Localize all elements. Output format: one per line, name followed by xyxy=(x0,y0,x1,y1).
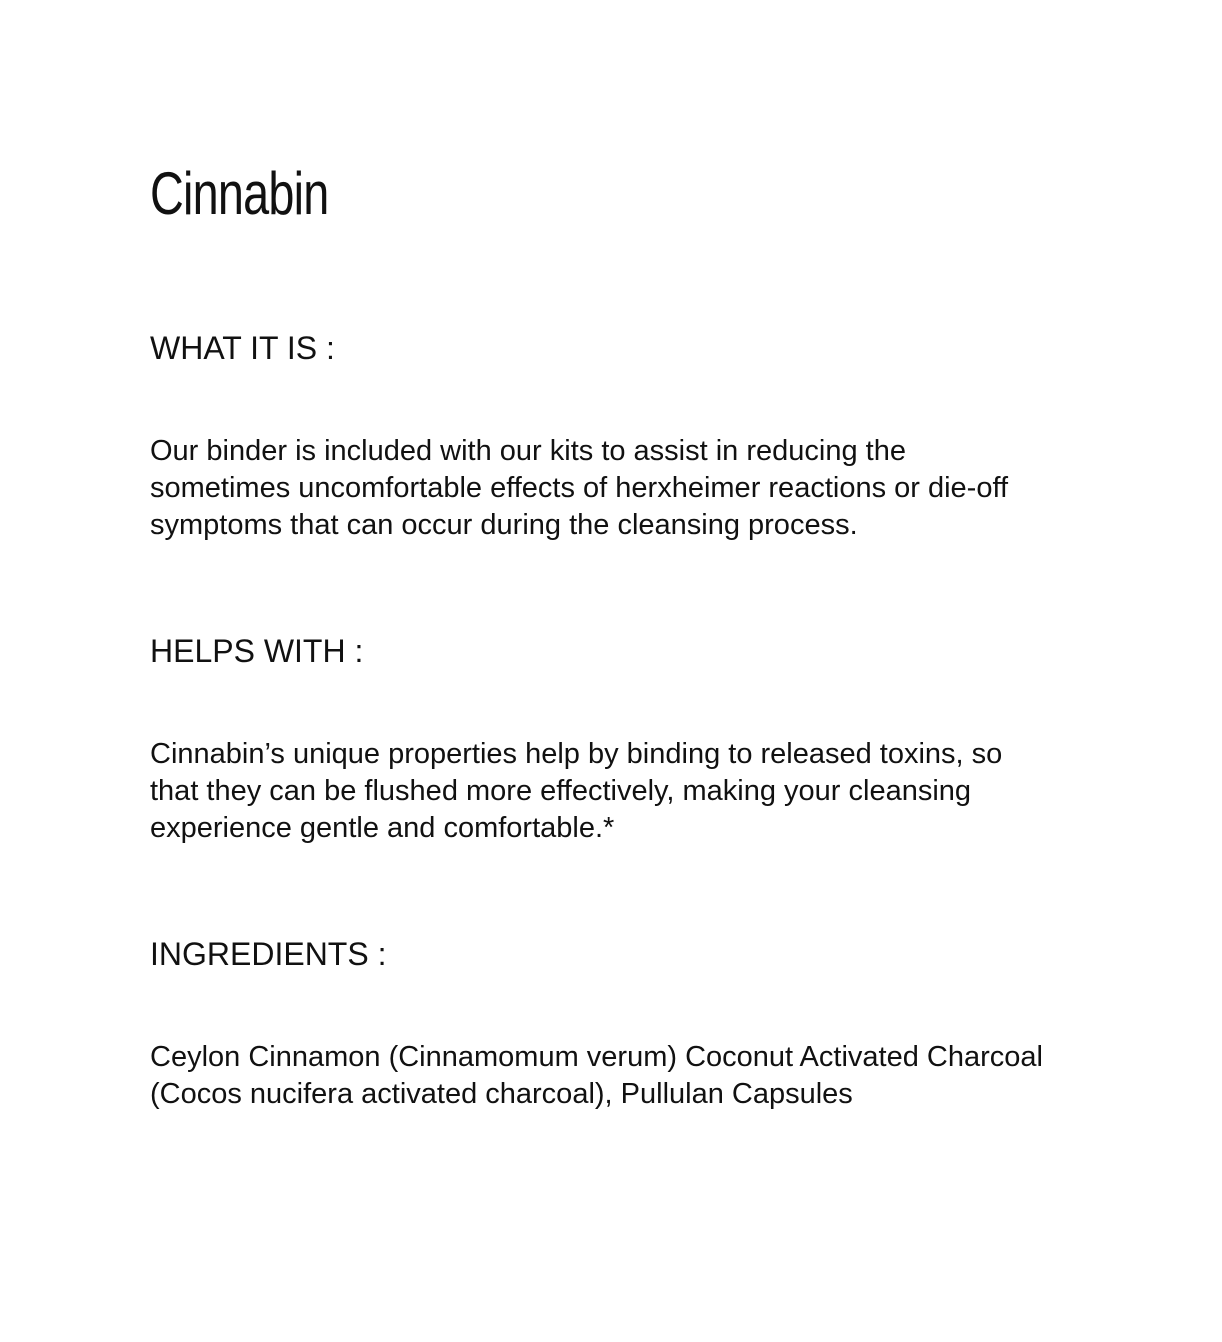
section-body-ingredients: Ceylon Cinnamon (Cinnamomum verum) Coconut Activated Charcoal (Cocos nucifera activated charcoal), Pullulan Capsules xyxy=(150,1041,1043,1110)
section-body-helps-with: Cinnabin’s unique properties help by binding to released toxins, so that they can be flushed more effectively, making your cleansing experience gentle and comfortable.* xyxy=(150,738,1003,844)
section-heading-what-it-is: WHAT IT IS : xyxy=(150,330,335,366)
section-body-what-it-is: Our binder is included with our kits to assist in reducing the sometimes uncomfortable effects of herxheimer reactions or die-off symptoms that can occur during the cleansing process. xyxy=(150,435,1009,541)
section-heading-helps-with: HELPS WITH : xyxy=(150,633,364,669)
section-heading-ingredients: INGREDIENTS : xyxy=(150,936,387,972)
product-title: Cinnabin xyxy=(150,160,329,227)
